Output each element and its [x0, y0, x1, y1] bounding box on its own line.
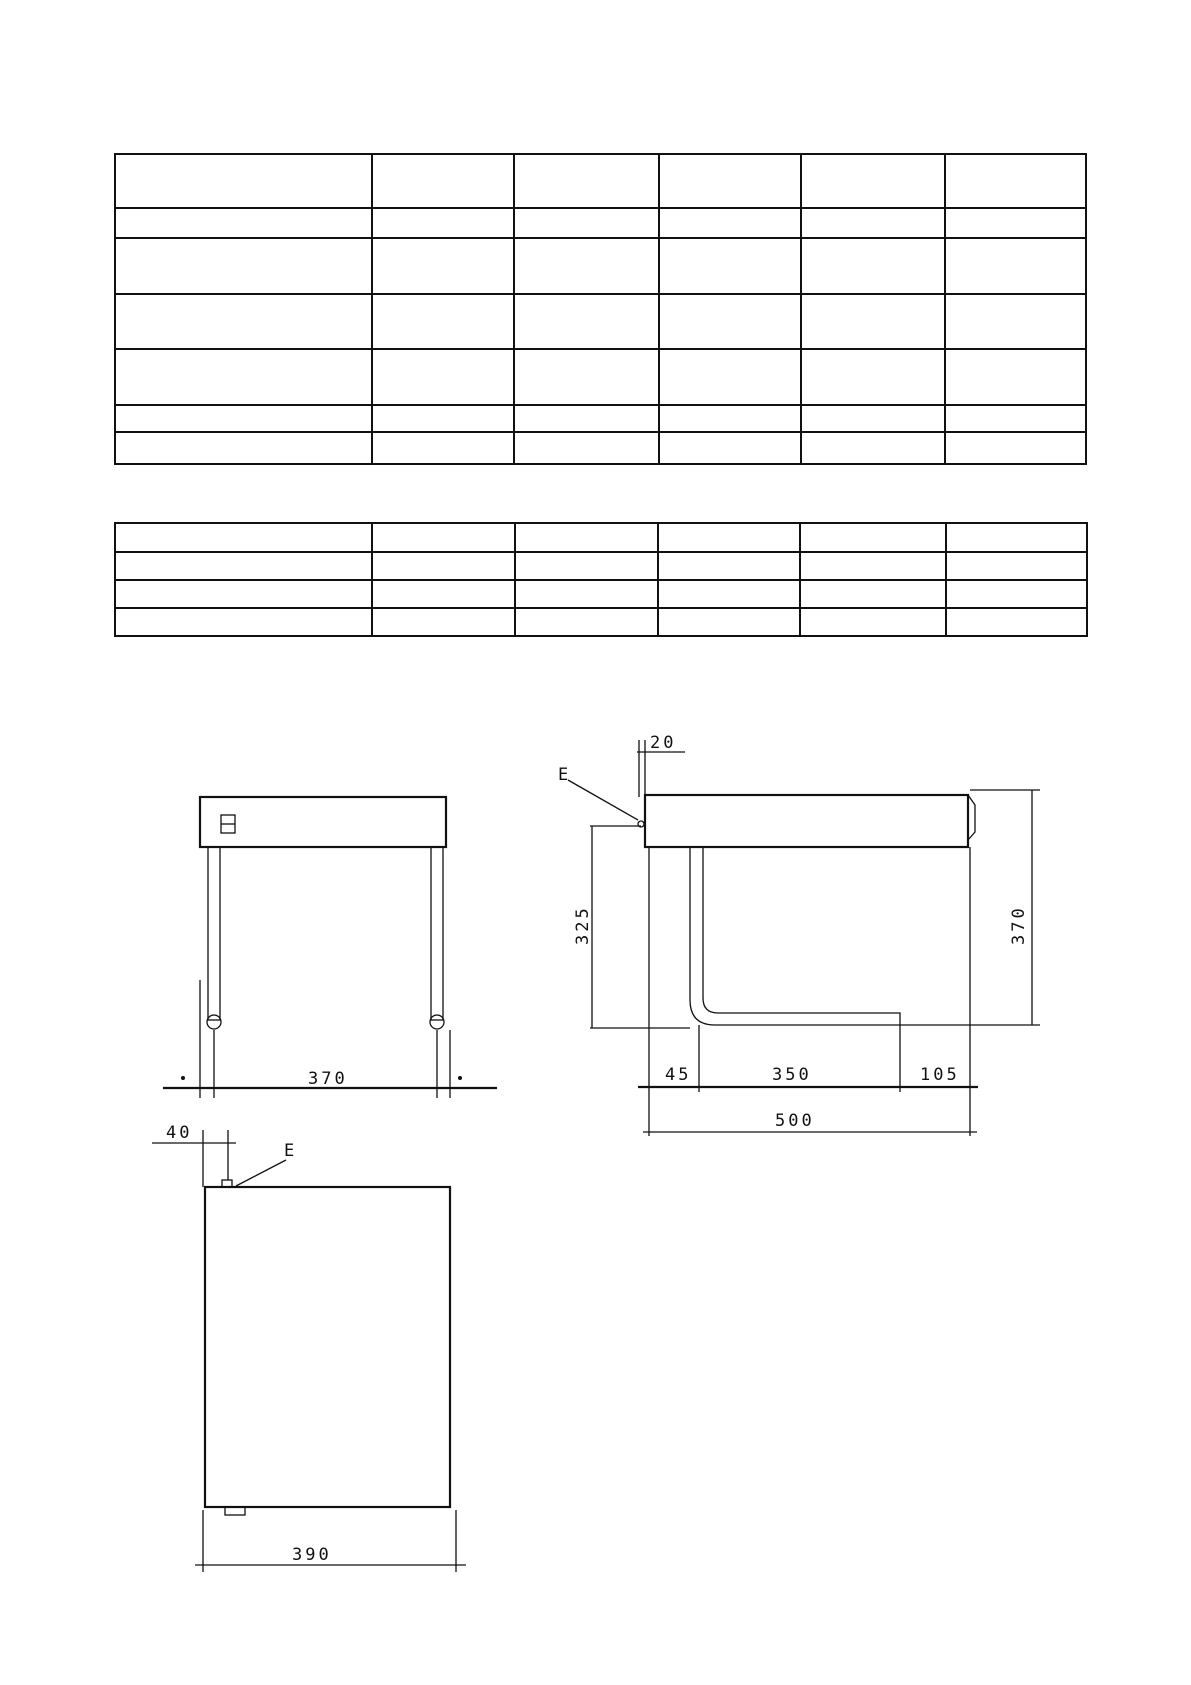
connection-label-side: E — [558, 765, 572, 785]
foot-right — [430, 1015, 444, 1029]
front-width-dim: 370 — [308, 1069, 348, 1089]
height-dim-left: 325 — [573, 905, 593, 945]
foot-left — [207, 1015, 221, 1029]
top-offset-dim-40: 40 — [166, 1123, 193, 1143]
side-view-leg — [690, 847, 900, 1025]
top-width-dim: 390 — [292, 1545, 332, 1565]
side-view-body — [645, 795, 968, 847]
total-depth-dim: 500 — [775, 1111, 815, 1131]
top-offset-dim: 20 — [650, 733, 677, 753]
side-view — [558, 733, 1040, 1136]
top-view-tab — [225, 1507, 245, 1515]
top-view — [152, 1123, 466, 1572]
dim-bottom-2: 350 — [772, 1065, 812, 1085]
front-leg-left — [208, 847, 220, 1020]
front-view — [163, 797, 497, 1098]
height-dim-right: 370 — [1009, 905, 1029, 945]
connection-label-top: E — [284, 1141, 298, 1161]
dim-bottom-3: 105 — [920, 1065, 960, 1085]
dim-bottom-1: 45 — [665, 1065, 692, 1085]
top-view-body — [205, 1187, 450, 1507]
front-leg-right — [431, 847, 443, 1020]
front-view-body — [200, 797, 446, 847]
